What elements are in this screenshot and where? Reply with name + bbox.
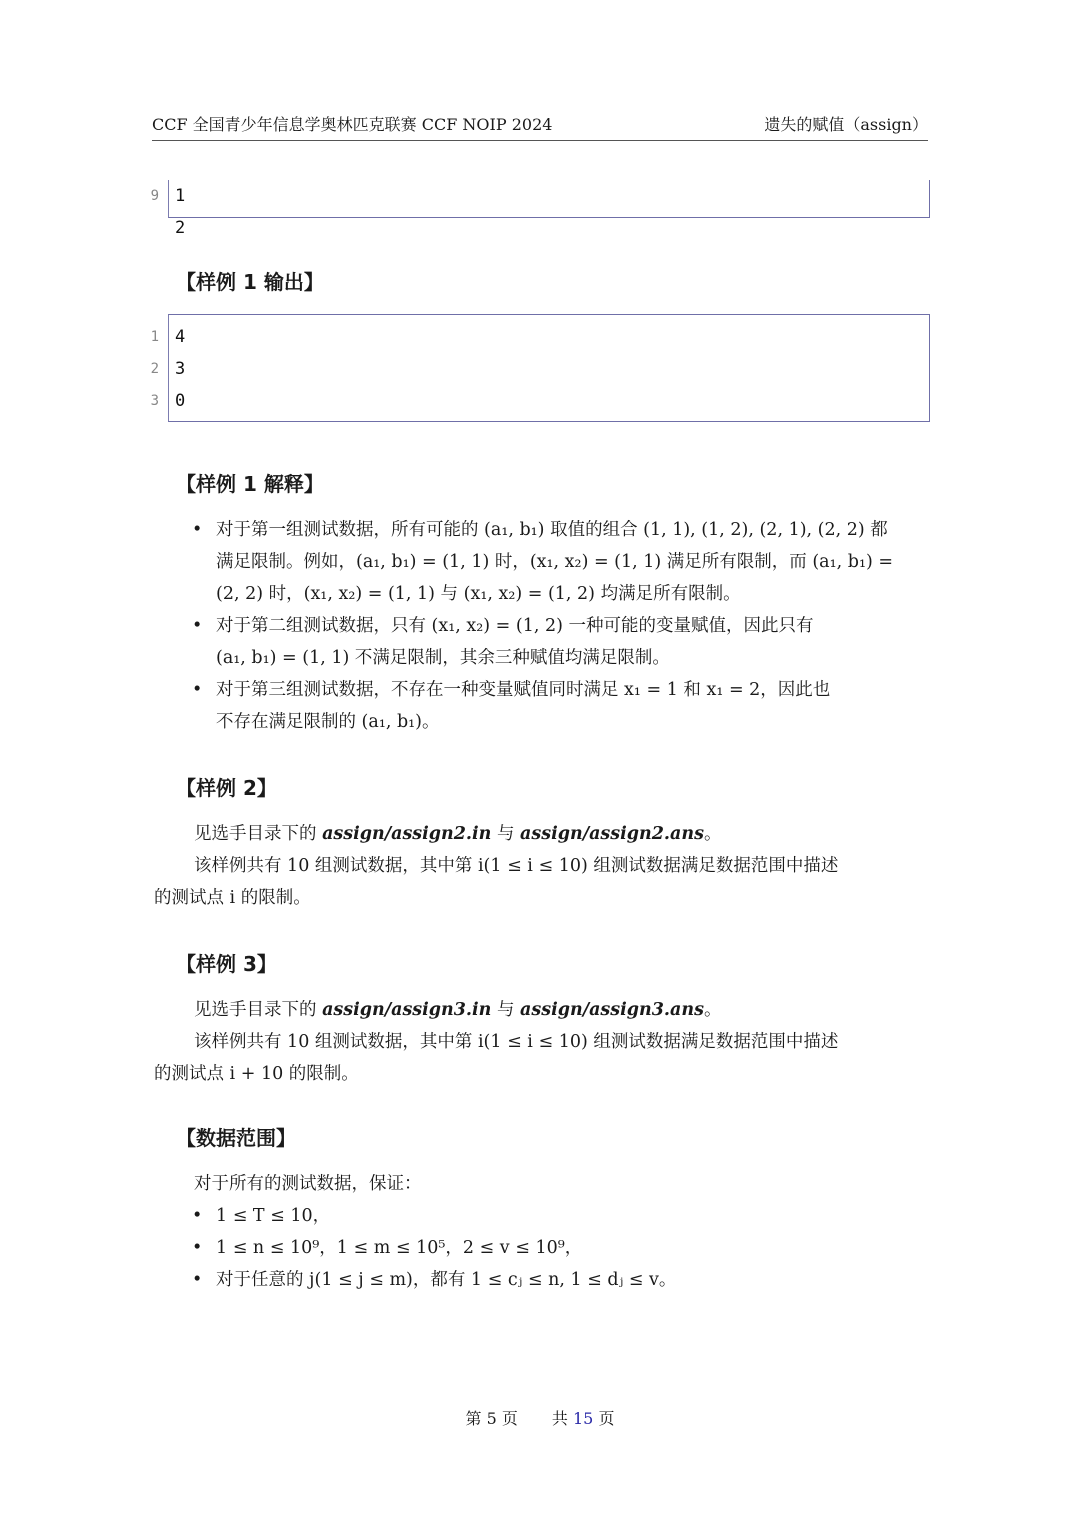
bullet-line: • 对于第一组测试数据，所有可能的 (a₁, b₁) 取值的组合 (1, 1), (1, 2), (2, 1), (2, 2) 都 — [216, 520, 888, 540]
sample3-line2: 该样例共有 10 组测试数据，其中第 i(1 ≤ i ≤ 10) 组测试数据满足数据范围中描述 — [194, 1032, 839, 1052]
text: 见选手目录下的 — [194, 1000, 323, 1020]
data-range-intro — [154, 1168, 930, 1200]
sample1-input-continued — [150, 180, 930, 238]
input-filename: assign/assign3.in — [322, 1000, 492, 1020]
sample1-output-heading: 【样例 1 输出】 — [176, 270, 324, 294]
page-header — [152, 114, 928, 141]
line-text: 3 — [175, 359, 186, 379]
list-item — [192, 610, 932, 674]
list-item: • 1 ≤ T ≤ 10， — [192, 1200, 932, 1232]
page-footer — [0, 1408, 1080, 1430]
line-text: 0 — [175, 391, 186, 411]
list-item — [192, 514, 932, 610]
sample3-line3: 的测试点 i + 10 的限制。 — [154, 1064, 359, 1084]
page-number: 第 5 页 — [465, 1409, 518, 1428]
intro-text: 对于所有的测试数据，保证： — [194, 1174, 422, 1194]
text: 与 — [491, 824, 521, 844]
sample3-heading: 【样例 3】 — [176, 952, 277, 976]
bullet-line: (a₁, b₁) = (1, 1) 不满足限制，其余三种赋值均满足限制。 — [216, 648, 670, 668]
header-title: CCF 全国青少年信息学奥林匹克联赛 CCF NOIP 2024 — [152, 115, 553, 134]
total-pages-post: 页 — [593, 1409, 615, 1428]
line-text: 4 — [175, 327, 186, 347]
line-number: 9 — [150, 188, 159, 204]
answer-filename: assign/assign2.ans — [520, 824, 704, 844]
line-text: 1 2 — [175, 186, 186, 238]
text: 。 — [703, 1000, 722, 1020]
bullet-line: (2, 2) 时，(x₁, x₂) = (1, 1) 与 (x₁, x₂) = (1, 2) 均满足所有限制。 — [216, 584, 741, 604]
text: 见选手目录下的 — [194, 824, 323, 844]
bullet-line: • 对于第三组测试数据，不存在一种变量赋值同时满足 x₁ = 1 和 x₁ = 2，因此也 — [216, 680, 831, 700]
bullet-line: 满足限制。例如，(a₁, b₁) = (1, 1) 时，(x₁, x₂) = (1, 1) 满足所有限制，而 (a₁, b₁) = — [216, 552, 894, 572]
list-item: • 1 ≤ n ≤ 10⁹，1 ≤ m ≤ 10⁵，2 ≤ v ≤ 10⁹， — [192, 1232, 932, 1264]
sample2-line3: 的测试点 i 的限制。 — [154, 888, 311, 908]
sample2-line1 — [154, 818, 930, 850]
data-range-heading: 【数据范围】 — [176, 1126, 296, 1150]
header-problem-name: 遗失的赋值（assign） — [764, 115, 928, 134]
sample1-explain-list — [192, 514, 932, 738]
sample2-line2: 该样例共有 10 组测试数据，其中第 i(1 ≤ i ≤ 10) 组测试数据满足数据范围中描述 — [194, 856, 839, 876]
input-filename: assign/assign2.in — [322, 824, 492, 844]
sample1-explain-heading: 【样例 1 解释】 — [176, 472, 324, 496]
sample3-line1 — [154, 994, 930, 1026]
sample2-text — [154, 818, 930, 914]
total-pages-link[interactable]: 15 — [573, 1409, 594, 1428]
line-number: 3 — [150, 393, 159, 409]
line-number: 1 — [150, 329, 159, 345]
line-number: 2 — [150, 361, 159, 377]
bullet-line: 不存在满足限制的 (a₁, b₁)。 — [216, 712, 440, 732]
list-item — [192, 674, 932, 738]
text: 与 — [491, 1000, 521, 1020]
sample1-output-box — [150, 314, 930, 422]
sample3-text — [154, 994, 930, 1090]
text: 。 — [703, 824, 722, 844]
bullet-line: • 对于第二组测试数据，只有 (x₁, x₂) = (1, 2) 一种可能的变量赋值，因此只有 — [216, 616, 814, 636]
sample2-heading: 【样例 2】 — [176, 776, 277, 800]
data-range-list — [192, 1200, 932, 1296]
answer-filename: assign/assign3.ans — [520, 1000, 704, 1020]
list-item: • 对于任意的 j(1 ≤ j ≤ m)，都有 1 ≤ cⱼ ≤ n, 1 ≤ dⱼ ≤ v。 — [192, 1264, 932, 1296]
total-pages-pre: 共 — [551, 1409, 573, 1428]
